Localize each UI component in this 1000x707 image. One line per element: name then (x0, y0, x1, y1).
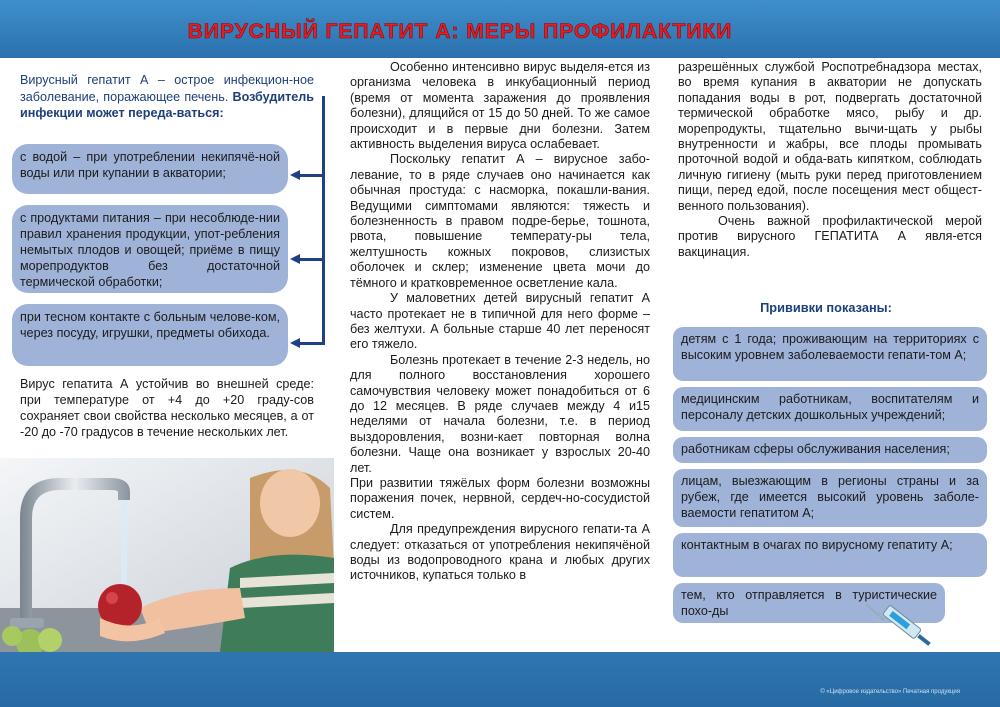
vaccination-heading: Прививки показаны: (760, 300, 892, 315)
vaccine-group-contacts: контактным в очагах по вирусному гепатиту А; (673, 533, 987, 577)
prevention-paragraph: Для предупреждения вирусного гепати-та А следует: отказаться от употребления некипячёной воды из водопроводного крана и любых других источников, купаться только в (350, 522, 650, 583)
child-washing-hands-photo (0, 458, 334, 652)
vaccine-group-service: работникам сферы обслуживания населения; (673, 437, 987, 463)
severe-forms-paragraph: При развитии тяжёлых форм болезни возможны поражения почек, нервной, сердеч-но-сосудистой систем. (350, 475, 650, 521)
prevention-continued-paragraph: разрешённых службой Роспотребнадзора местах, во время купания в акватории не допускать попадания воды в рот, подвергать достаточной термической обработке мясо, рыбу и др. морепродукты, тщательно вычи-щать у рыбы внутренности и жабры, все плоды промывать проточной водой и обда-вать кипятком, соблюдать личную гигиену (мыть руки перед приготовлением пищи, перед едой, после посещения мест общест-венного пользования). (678, 60, 982, 213)
page-title: ВИРУСНЫЙ ГЕПАТИТ А: МЕРЫ ПРОФИЛАКТИКИ (187, 20, 733, 43)
footer-copyright: © «Цифровое издательство» Печатная продукция (820, 689, 960, 695)
vaccination-paragraph: Очень важной профилактической мерой против вирусного ГЕПАТИТА А явля-ется вакцинация. (678, 214, 982, 259)
vaccine-group-tourists: тем, кто отправляется в туристические похо-ды (673, 583, 945, 623)
route-contact-bubble: при тесном контакте с больным челове-ком, через посуду, игрушки, предметы обихода. (12, 304, 288, 366)
arrow-water-head (290, 170, 300, 180)
arrow-contact-head (290, 338, 300, 348)
incubation-paragraph: Особенно интенсивно вирус выделя-ется из организма человека в инкубационный период (время от момента заражения до проявления болезни), длящийся от 15 до 50 дней. То же самое происходит и в первые дни болезни. Затем активность выделения вируса ослабевает. (350, 60, 650, 152)
vaccine-group-medical: медицинским работникам, воспитателям и персоналу детских дошкольных учреждений; (673, 387, 987, 431)
arrow-food-line (298, 258, 323, 261)
right-column (678, 60, 982, 260)
syringe-icon (862, 600, 942, 656)
arrow-contact-line (298, 342, 323, 345)
course-paragraph: Болезнь протекает в течение 2-3 недель, но для полного восстановления хорошего самочувствия человеку может понадобиться от 6 до 12 месяцев. В ряде случаев между 4 и15 неделями от начала болезни, т.е. в период выздоровления, возни-кает повторная волна болезни. Чаще она возникает у взрослых 20-40 лет. (350, 352, 650, 475)
intro-transmission-heading: Возбудитель инфекции может переда-ваться: (20, 89, 314, 120)
intro-definition: Вирусный гепатит А – острое инфекцион-ное заболевание, поражающее печень. (20, 73, 314, 104)
middle-column (350, 60, 650, 584)
vaccine-group-travelers: лицам, выезжающим в регионы страны и за рубеж, где имеется высокий уровень заболе-ваемости гепатитом А; (673, 469, 987, 527)
intro-text (20, 72, 314, 122)
bracket-line (322, 96, 325, 345)
route-food-bubble: с продуктами питания – при несоблюде-нии правил хранения продукции, упот-ребления немытых плодов и овощей; приёме в пищу морепродуктов без достаточной термической обработки; (12, 205, 288, 293)
arrow-food-head (290, 254, 300, 264)
route-water-bubble: с водой – при употреблении некипячё-ной воды или при купании в акватории; (12, 144, 288, 194)
symptoms-paragraph: Поскольку гепатит А – вирусное забо-левание, то в ряде случаев оно начинается как обычная простуда: с насморка, покашли-вания. Ведущими симптомами являются: тяжесть и болезненность в правом подре-берье, тошнота, рвота, повышение температу-ры тела, желтушность кожных покровов, слизистых оболочек и склер; изменение цвета мочи до тёмного и кратковременное осветление кала. (350, 152, 650, 290)
footer-band (0, 652, 1000, 707)
photo-illustration (0, 458, 334, 652)
children-paragraph: У маловетних детей вирусный гепатит А часто протекает не в типичной для него форме – без желтухи. А больные старше 40 лет переносят его тяжело. (350, 291, 650, 352)
vaccine-group-children: детям с 1 года; проживающим на территориях с высоким уровнем заболеваемости гепати-том А; (673, 327, 987, 381)
arrow-water-line (298, 174, 323, 177)
virus-resistance-text: Вирус гепатита А устойчив во внешней среде: при температуре от +4 до +20 граду-сов сохраняет свои свойства несколько месяцев, а от -20 до -70 градусов в течение нескольких лет. (20, 377, 314, 439)
